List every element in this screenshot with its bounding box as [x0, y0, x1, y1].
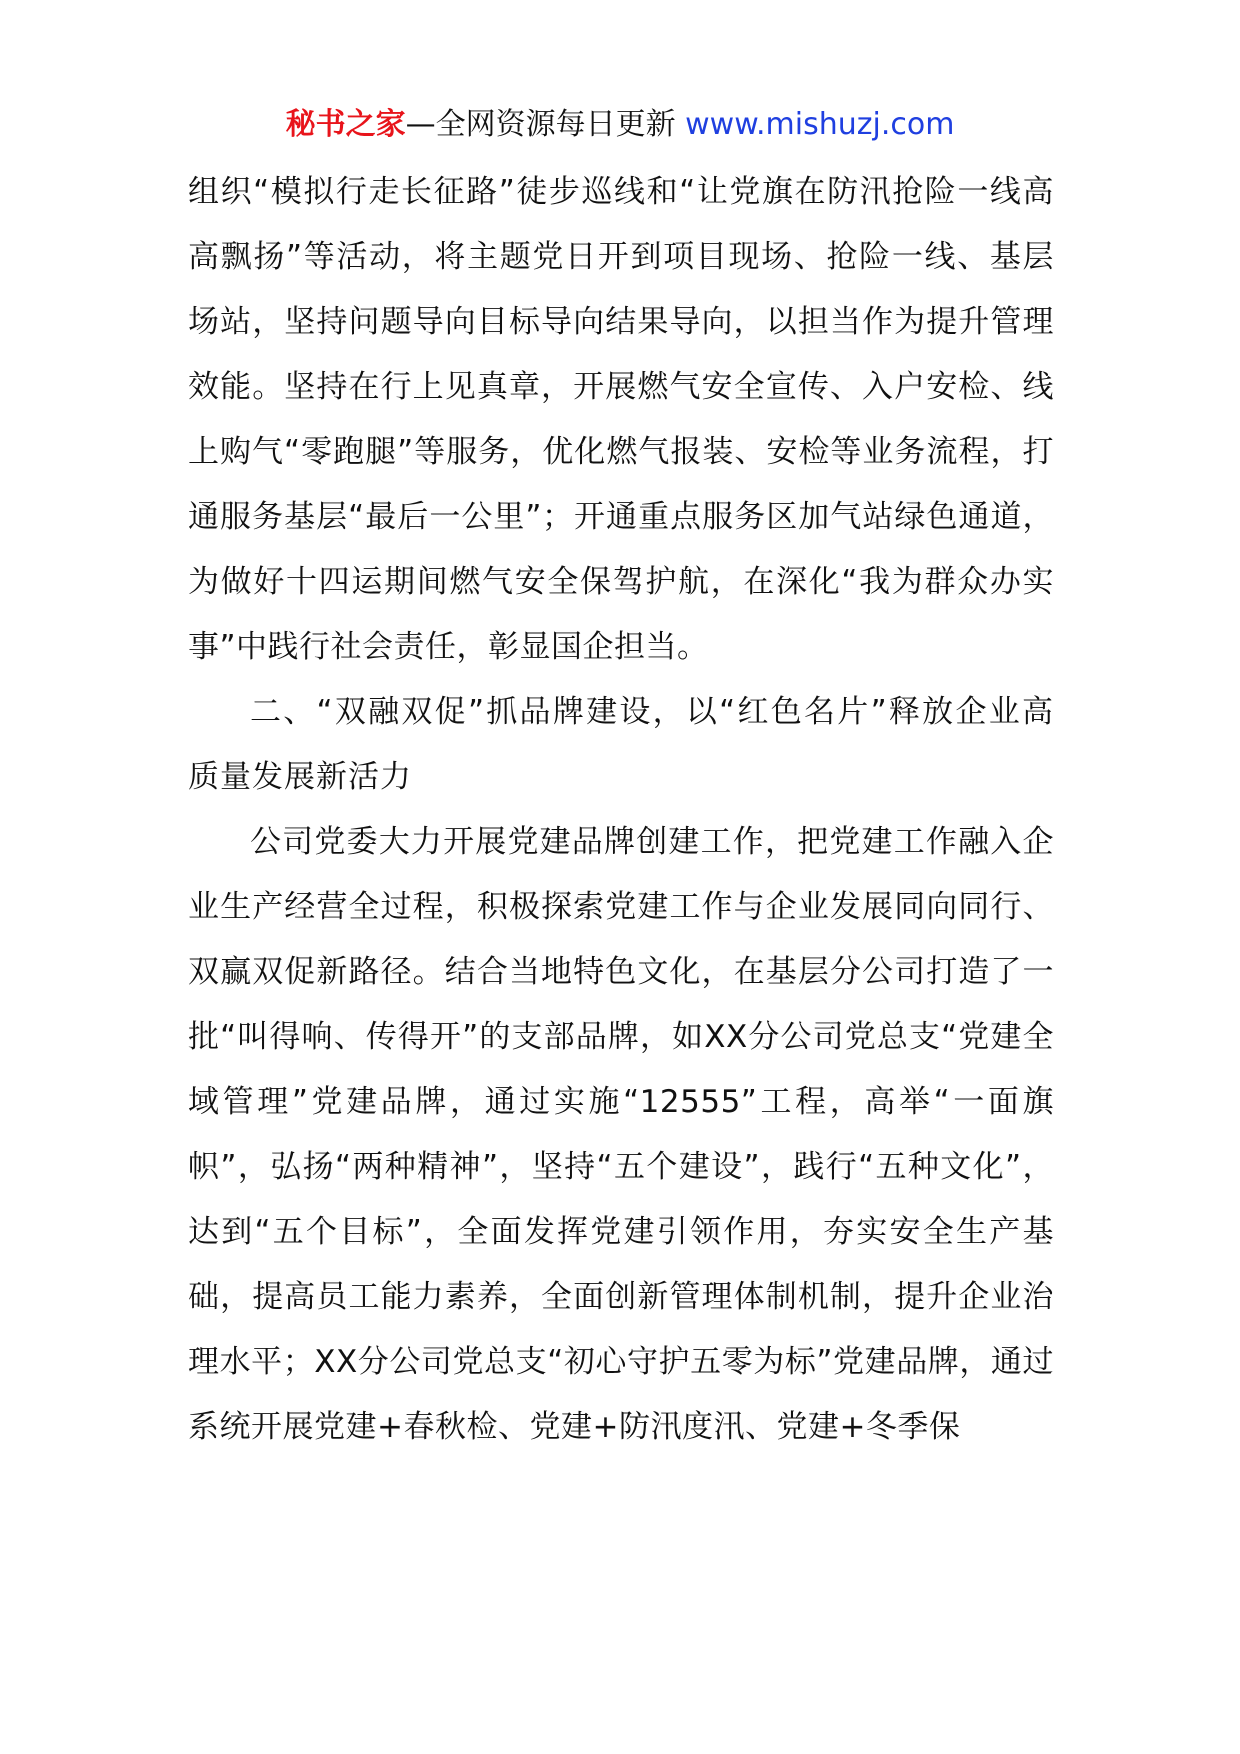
paragraph-brand-building: 公司党委大力开展党建品牌创建工作，把党建工作融入企业生产经营全过程，积极探索党建工作与企业发展同向同行、双赢双促新路径。结合当地特色文化，在基层分公司打造了一批“叫得响、传得开”的支部品牌，如XX分公司党总支“党建全域管理”党建品牌，通过实施“12555”工程，高举“一面旗帜”，弘扬“两种精神”，坚持“五个建设”，践行“五种文化”，达到“五个目标”，全面发挥党建引领作用，夯实安全生产基础，提高员工能力素养，全面创新管理体制机制，提升企业治理水平；XX分公司党总支“初心守护五零为标”党建品牌，通过系统开展党建+春秋检、党建+防汛度汛、党建+冬季保 [188, 824, 1054, 1445]
document-body [188, 160, 1054, 1460]
header-slogan: —全网资源每日更新 [405, 107, 686, 142]
page-header [0, 100, 1240, 150]
paragraph-continuation: 组织“模拟行走长征路”徒步巡线和“让党旗在防汛抢险一线高高飘扬”等活动，将主题党日开到项目现场、抢险一线、基层场站，坚持问题导向目标导向结果导向，以担当作为提升管理效能。坚持在行上见真章，开展燃气安全宣传、入户安检、线上购气“零跑腿”等服务，优化燃气报装、安检等业务流程，打通服务基层“最后一公里”；开通重点服务区加气站绿色通道，为做好十四运期间燃气安全保驾护航，在深化“我为群众办实事”中践行社会责任，彰显国企担当。 [188, 174, 1054, 665]
header-url-link[interactable]: www.mishuzj.com [685, 107, 955, 142]
header-brand: 秘书之家 [285, 107, 406, 142]
section-heading: 二、“双融双促”抓品牌建设，以“红色名片”释放企业高质量发展新活力 [188, 694, 1054, 795]
